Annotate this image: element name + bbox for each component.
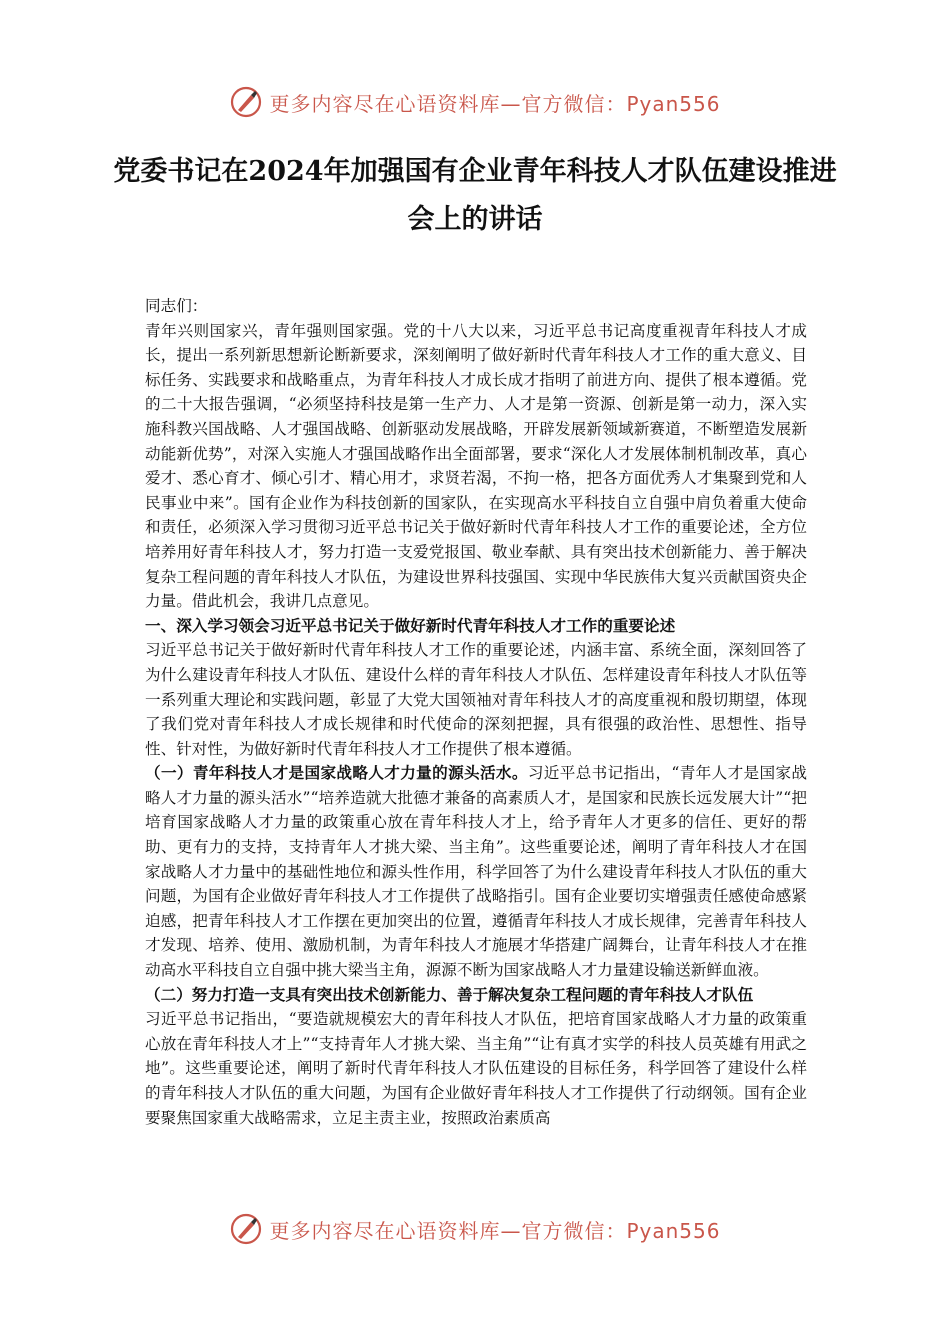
subsection-1 <box>145 761 807 982</box>
salutation: 同志们： <box>145 297 208 315</box>
paragraph-intro: 青年兴则国家兴，青年强则国家强。党的十八大以来，习近平总书记高度重视青年科技人才成长，提出一系列新思想新论断新要求，深刻阐明了做好新时代青年科技人才工作的重大意义、目标任务、实践要求和战略重点，为青年科技人才成长成才指明了前进方向、提供了根本遵循。党的二十大报告强调，“必须坚持科技是第一生产力、人才是第一资源、创新是第一动力，深入实施科教兴国战略、人才强国战略、创新驱动发展战略，开辟发展新领域新赛道，不断塑造发展新动能新优势”，对深入实施人才强国战略作出全面部署，要求“深化人才发展体制机制改革，真心爱才、悉心育才、倾心引才、精心用才，求贤若渴，不拘一格，把各方面优秀人才集聚到党和人民事业中来”。国有企业作为科技创新的国家队，在实现高水平科技自立自强中肩负着重大使命和责任，必须深入学习贯彻习近平总书记关于做好新时代青年科技人才工作的重要论述，全方位培养用好青年科技人才，努力打造一支爱党报国、敬业奉献、具有突出技术创新能力、善于解决复杂工程问题的青年科技人才队伍，为建设世界科技强国、实现中华民族伟大复兴贡献国资央企力量。借此机会，我讲几点意见。 <box>145 321 807 611</box>
subsection-2-heading: （二）努力打造一支具有突出技术创新能力、善于解决复杂工程问题的青年科技人才队伍 <box>145 984 754 1004</box>
section-heading-1: 一、深入学习领会习近平总书记关于做好新时代青年科技人才工作的重要论述 <box>145 615 676 635</box>
header-watermark-banner <box>0 80 950 124</box>
subsection-1-body: 习近平总书记指出，“青年人才是国家战略人才力量的源头活水”“培养造就大批德才兼备的高素质人才，是国家和民族长远发展大计”“把培育国家战略人才力量的政策重心放在青年科技人才上，给予青年人才更多的信任、更好的帮助、更有力的支持，支持青年人才挑大梁、当主角”。这些重要论述，阐明了青年科技人才在国家战略人才力量中的基础性地位和源头性作用，科学回答了为什么建设青年科技人才队伍的重大问题，为国有企业做好青年科技人才工作提供了战略指引。国有企业要切实增强责任感使命感紧迫感，把青年科技人才工作摆在更加突出的位置，遵循青年科技人才成长规律，完善青年科技人才发现、培养、使用、激励机制，为青年科技人才施展才华搭建广阔舞台，让青年科技人才在推动高水平科技自立自强中挑大梁当主角，源源不断为国家战略人才力量建设输送新鲜血液。 <box>145 764 807 980</box>
document-body <box>145 294 807 1130</box>
watermark-text: 更多内容尽在心语资料库—官方微信：Pyan556 <box>269 91 721 116</box>
footer-watermark-banner <box>0 1207 950 1251</box>
pen-logo-icon <box>229 1212 263 1246</box>
page-title: 党委书记在2024年加强国有企业青年科技人才队伍建设推进会上的讲话 <box>113 156 837 235</box>
paragraph-section-1: 习近平总书记关于做好新时代青年科技人才工作的重要论述，内涵丰富、系统全面，深刻回答了为什么建设青年科技人才队伍、建设什么样的青年科技人才队伍、怎样建设青年科技人才队伍等一系列重大理论和实践问题，彰显了大党大国领袖对青年科技人才的高度重视和殷切期望，体现了我们党对青年科技人才成长规律和时代使命的深刻把握，具有很强的政治性、思想性、指导性、针对性，为做好新时代青年科技人才工作提供了根本遵循。 <box>145 641 807 758</box>
subsection-2-body: 习近平总书记指出，“要造就规模宏大的青年科技人才队伍，把培育国家战略人才力量的政策重心放在青年科技人才上”“支持青年人才挑大梁、当主角”“让有真才实学的科技人员英雄有用武之地”。这些重要论述，阐明了新时代青年科技人才队伍建设的目标任务，科学回答了建设什么样的青年科技人才队伍的重大问题，为国有企业做好青年科技人才工作提供了行动纲领。国有企业要聚焦国家重大战略需求，立足主责主业，按照政治素质高 <box>145 1010 807 1127</box>
subsection-1-heading: （一）青年科技人才是国家战略人才力量的源头活水。 <box>145 763 528 783</box>
watermark-text: 更多内容尽在心语资料库—官方微信：Pyan556 <box>269 1218 721 1243</box>
pen-logo-icon <box>229 85 263 119</box>
